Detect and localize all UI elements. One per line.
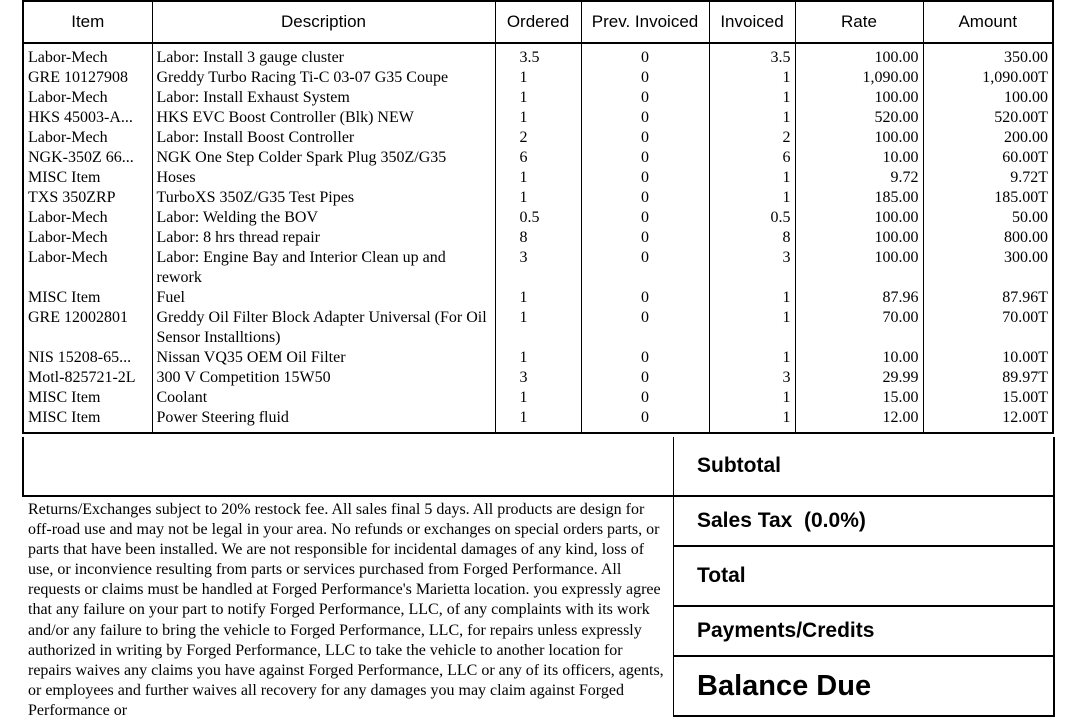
line-items-table <box>22 0 1054 434</box>
description-cell: Labor: Welding the BOV <box>152 208 495 228</box>
rate-cell: 100.00 <box>795 43 923 68</box>
ordered-cell: 2 <box>495 128 581 148</box>
column-header-rate: Rate <box>795 1 923 43</box>
description-cell: Labor: 8 hrs thread repair <box>152 228 495 248</box>
ordered-cell: 1 <box>495 108 581 128</box>
invoiced-cell: 1 <box>709 388 795 408</box>
prev-invoiced-cell: 0 <box>581 248 709 288</box>
prev-invoiced-cell: 0 <box>581 108 709 128</box>
item-cell: GRE 12002801 <box>23 308 152 348</box>
item-cell: Motl-825721-2L <box>23 368 152 388</box>
description-cell: Hoses <box>152 168 495 188</box>
amount-cell: 200.00 <box>923 128 1053 148</box>
amount-cell: 800.00 <box>923 228 1053 248</box>
item-cell: Labor-Mech <box>23 88 152 108</box>
description-cell: 300 V Competition 15W50 <box>152 368 495 388</box>
prev-invoiced-cell: 0 <box>581 408 709 433</box>
totals-panel <box>673 437 1055 717</box>
prev-invoiced-cell: 0 <box>581 43 709 68</box>
invoiced-cell: 3.5 <box>709 43 795 68</box>
column-header-description: Description <box>152 1 495 43</box>
blank-box <box>22 437 673 497</box>
prev-invoiced-cell: 0 <box>581 68 709 88</box>
invoiced-cell: 1 <box>709 68 795 88</box>
sales-tax-row <box>674 497 1053 547</box>
amount-cell: 15.00T <box>923 388 1053 408</box>
prev-invoiced-cell: 0 <box>581 288 709 308</box>
ordered-cell: 1 <box>495 88 581 108</box>
rate-cell: 100.00 <box>795 248 923 288</box>
item-cell: Labor-Mech <box>23 248 152 288</box>
prev-invoiced-cell: 0 <box>581 308 709 348</box>
ordered-cell: 0.5 <box>495 208 581 228</box>
rate-cell: 9.72 <box>795 168 923 188</box>
invoiced-cell: 1 <box>709 408 795 433</box>
invoiced-cell: 6 <box>709 148 795 168</box>
rate-cell: 100.00 <box>795 228 923 248</box>
invoiced-cell: 3 <box>709 368 795 388</box>
ordered-cell: 1 <box>495 168 581 188</box>
invoiced-cell: 1 <box>709 348 795 368</box>
column-header-prev-invoiced: Prev. Invoiced <box>581 1 709 43</box>
prev-invoiced-cell: 0 <box>581 228 709 248</box>
column-header-item: Item <box>23 1 152 43</box>
table-row <box>23 248 1053 288</box>
rate-cell: 70.00 <box>795 308 923 348</box>
table-row <box>23 228 1053 248</box>
item-cell: Labor-Mech <box>23 228 152 248</box>
ordered-cell: 1 <box>495 188 581 208</box>
amount-cell: 1,090.00T <box>923 68 1053 88</box>
item-cell: Labor-Mech <box>23 208 152 228</box>
table-row <box>23 208 1053 228</box>
ordered-cell: 1 <box>495 288 581 308</box>
rate-cell: 185.00 <box>795 188 923 208</box>
description-cell: Greddy Oil Filter Block Adapter Universal (For Oil Sensor Installtions) <box>152 308 495 348</box>
prev-invoiced-cell: 0 <box>581 388 709 408</box>
amount-cell: 60.00T <box>923 148 1053 168</box>
description-cell: Power Steering fluid <box>152 408 495 433</box>
table-row <box>23 43 1053 68</box>
description-cell: Labor: Install Boost Controller <box>152 128 495 148</box>
ordered-cell: 6 <box>495 148 581 168</box>
item-cell: MISC Item <box>23 168 152 188</box>
subtotal-row <box>674 437 1053 497</box>
description-cell: TurboXS 350Z/G35 Test Pipes <box>152 188 495 208</box>
table-row <box>23 88 1053 108</box>
prev-invoiced-cell: 0 <box>581 128 709 148</box>
table-row <box>23 348 1053 368</box>
payments-credits-label: Payments/Credits <box>697 619 875 642</box>
amount-cell: 520.00T <box>923 108 1053 128</box>
amount-cell: 10.00T <box>923 348 1053 368</box>
payments-credits-row <box>674 607 1053 657</box>
table-row <box>23 288 1053 308</box>
rate-cell: 10.00 <box>795 348 923 368</box>
ordered-cell: 8 <box>495 228 581 248</box>
prev-invoiced-cell: 0 <box>581 188 709 208</box>
ordered-cell: 1 <box>495 68 581 88</box>
table-row <box>23 148 1053 168</box>
balance-due-row <box>674 657 1053 717</box>
balance-due-label: Balance Due <box>697 669 872 702</box>
prev-invoiced-cell: 0 <box>581 88 709 108</box>
rate-cell: 10.00 <box>795 148 923 168</box>
amount-cell: 350.00 <box>923 43 1053 68</box>
total-row <box>674 547 1053 607</box>
description-cell: Nissan VQ35 OEM Oil Filter <box>152 348 495 368</box>
subtotal-label: Subtotal <box>697 454 781 477</box>
item-cell: GRE 10127908 <box>23 68 152 88</box>
table-row <box>23 108 1053 128</box>
item-cell: Labor-Mech <box>23 128 152 148</box>
ordered-cell: 1 <box>495 408 581 433</box>
invoiced-cell: 8 <box>709 228 795 248</box>
description-cell: Fuel <box>152 288 495 308</box>
prev-invoiced-cell: 0 <box>581 368 709 388</box>
invoiced-cell: 2 <box>709 128 795 148</box>
amount-cell: 70.00T <box>923 308 1053 348</box>
ordered-cell: 1 <box>495 348 581 368</box>
amount-cell: 9.72T <box>923 168 1053 188</box>
invoiced-cell: 1 <box>709 188 795 208</box>
terms-text: Returns/Exchanges subject to 20% restock fee. All sales final 5 days. All products are design for off-road use and may not be legal in your area. No refunds or exchanges on special orders parts, or parts that have been installed. We are not responsible for incidental damages of any kind, loss of use, or inconvience resulting from parts or services purchased from Forged Performance. All requests or claims must be handled at Forged Performance's Marietta location. you expressly agree that any failure on your part to notify Forged Performance, LLC, of any complaints with its work and/or any failure to bring the vehicle to Forged Performance, LLC, for repairs unless expressly authorized in writing by Forged Performance, LLC to take the vehicle to another location for repairs waives any claims you have against Forged Performance, LLC or any of its officers, agents, or employees and further waives all recovery for any damages you may claim against Forged Performance or <box>28 501 664 719</box>
rate-cell: 87.96 <box>795 288 923 308</box>
invoiced-cell: 0.5 <box>709 208 795 228</box>
item-cell: MISC Item <box>23 288 152 308</box>
rate-cell: 29.99 <box>795 368 923 388</box>
description-cell: Labor: Install 3 gauge cluster <box>152 43 495 68</box>
column-header-ordered: Ordered <box>495 1 581 43</box>
table-row <box>23 368 1053 388</box>
prev-invoiced-cell: 0 <box>581 348 709 368</box>
invoiced-cell: 1 <box>709 168 795 188</box>
ordered-cell: 1 <box>495 388 581 408</box>
amount-cell: 300.00 <box>923 248 1053 288</box>
rate-cell: 1,090.00 <box>795 68 923 88</box>
invoiced-cell: 1 <box>709 108 795 128</box>
rate-cell: 15.00 <box>795 388 923 408</box>
amount-cell: 87.96T <box>923 288 1053 308</box>
invoiced-cell: 1 <box>709 288 795 308</box>
amount-cell: 100.00 <box>923 88 1053 108</box>
table-row <box>23 308 1053 348</box>
description-cell: Greddy Turbo Racing Ti-C 03-07 G35 Coupe <box>152 68 495 88</box>
line-items-body <box>23 43 1053 433</box>
amount-cell: 185.00T <box>923 188 1053 208</box>
total-label: Total <box>697 564 746 587</box>
table-row <box>23 128 1053 148</box>
ordered-cell: 3 <box>495 248 581 288</box>
table-row <box>23 68 1053 88</box>
item-cell: MISC Item <box>23 408 152 433</box>
description-cell: Coolant <box>152 388 495 408</box>
item-cell: MISC Item <box>23 388 152 408</box>
item-cell: NGK-350Z 66... <box>23 148 152 168</box>
column-header-invoiced: Invoiced <box>709 1 795 43</box>
description-cell: Labor: Engine Bay and Interior Clean up and rework <box>152 248 495 288</box>
ordered-cell: 1 <box>495 308 581 348</box>
column-header-amount: Amount <box>923 1 1053 43</box>
item-cell: HKS 45003-A... <box>23 108 152 128</box>
item-cell: TXS 350ZRP <box>23 188 152 208</box>
ordered-cell: 3 <box>495 368 581 388</box>
amount-cell: 12.00T <box>923 408 1053 433</box>
item-cell: NIS 15208-65... <box>23 348 152 368</box>
table-row <box>23 168 1053 188</box>
table-row <box>23 388 1053 408</box>
rate-cell: 520.00 <box>795 108 923 128</box>
sales-tax-label: Sales Tax (0.0%) <box>697 509 866 532</box>
item-cell: Labor-Mech <box>23 43 152 68</box>
rate-cell: 100.00 <box>795 88 923 108</box>
invoiced-cell: 1 <box>709 88 795 108</box>
table-row <box>23 188 1053 208</box>
amount-cell: 89.97T <box>923 368 1053 388</box>
invoiced-cell: 1 <box>709 308 795 348</box>
table-row <box>23 408 1053 433</box>
invoiced-cell: 3 <box>709 248 795 288</box>
description-cell: Labor: Install Exhaust System <box>152 88 495 108</box>
ordered-cell: 3.5 <box>495 43 581 68</box>
prev-invoiced-cell: 0 <box>581 148 709 168</box>
description-cell: NGK One Step Colder Spark Plug 350Z/G35 <box>152 148 495 168</box>
rate-cell: 12.00 <box>795 408 923 433</box>
prev-invoiced-cell: 0 <box>581 168 709 188</box>
table-header-row <box>23 1 1053 43</box>
rate-cell: 100.00 <box>795 208 923 228</box>
rate-cell: 100.00 <box>795 128 923 148</box>
prev-invoiced-cell: 0 <box>581 208 709 228</box>
description-cell: HKS EVC Boost Controller (Blk) NEW <box>152 108 495 128</box>
amount-cell: 50.00 <box>923 208 1053 228</box>
